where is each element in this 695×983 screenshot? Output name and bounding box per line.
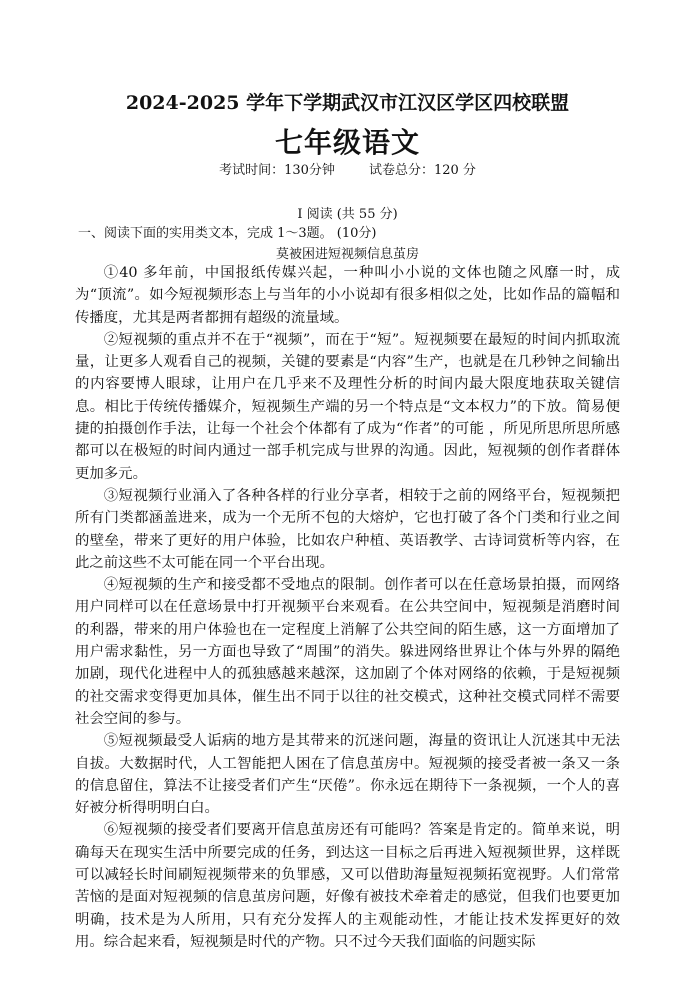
article-body — [75, 262, 620, 953]
exam-time: 考试时间：130分钟 — [219, 163, 335, 178]
paragraph-3: ③短视频行业涌入了各种各样的行业分享者，相较于之前的网络平台，短视频把所有门类都涵盖进来，成为一个无所不包的大熔炉，它也打破了各个门类和行业之间的壁垒，带来了更好的用户体验，比如农户种植、英语教学、古诗词赏析等内容，在此之前这些不太可能在同一个平台出现。 — [75, 487, 620, 571]
article-title: 莫被困进短视频信息茧房 — [275, 247, 419, 262]
paragraph-1: ①40 多年前，中国报纸传媒兴起，一种叫小小说的文体也随之风靡一时，成为“顶流”。如今短视频形态上与当年的小小说却有很多相似之处，比如作品的篇幅和传播度，尤其是两者都拥有超级的流量域。 — [75, 265, 620, 326]
paragraph-2: ②短视频的重点并不在于“视频”，而在于“短”。短视频要在最短的时间内抓取流量，让更多人观看自己的视频，关键的要素是“内容”生产，也就是在几秒钟之间输出的内容要博人眼球，让用户在几乎来不及理性分析的时间内最大限度地获取关键信息。相比于传统传播媒介，短视频生产端的另一个特点是“文本权力”的下放。简易便捷的拍摄创作手法，让每一个社会个体都有了成为“作者”的可能 ，所见所思所思所感都可以在极短的时间内通过一部手机完成与世界的沟通。因此，短视频的创作者群体更加多元。 — [75, 331, 620, 482]
section-heading: I 阅读 (共 55 分) — [297, 207, 398, 222]
paragraph-4: ④短视频的生产和接受都不受地点的限制。创作者可以在任意场景拍摄，而网络用户同样可以在任意场景中打开视频平台来观看。在公共空间中，短视频是消磨时间的利器，带来的用户体验也在一定程度上消解了公共空间的陌生感，这一方面增加了用户需求黏性，另一方面也导致了“周围”的消失。躲进网络世界让个体与外界的隔绝加剧，现代化进程中人的孤独感越来越深，这加剧了个体对网络的依赖，于是短视频的社交需求变得更加具体，催生出不同于以往的社交模式，这种社交模式同样不需要社会空间的参与。 — [75, 577, 620, 727]
paragraph-6: ⑥短视频的接受者们要离开信息茧房还有可能吗？答案是肯定的。简单来说，明确每天在现实生活中所要完成的任务，到达这一目标之后再进入短视频世界，这样既可以减轻长时间刷短视频带来的负罪感，又可以借助海量短视频拓宽视野。人们常常苦恼的是面对短视频的信息茧房问题，好像有被技术牵着走的感觉，但我们也要更加明确，技术是为人所用，只有充分发挥人的主观能动性，才能让技术发挥更好的效用。综合起来看，短视频是时代的产物。只不过今天我们面临的问题实际 — [75, 822, 620, 950]
exam-title: 2024-2025 学年下学期武汉市江汉区学区四校联盟 — [125, 92, 570, 114]
question-instruction: 一、阅读下面的实用类文本，完成 1～3题。 (10分) — [78, 226, 377, 241]
total-score: 试卷总分：120 分 — [368, 163, 476, 178]
exam-info — [0, 159, 695, 178]
subject-title: 七年级语文 — [274, 126, 420, 159]
paragraph-5: ⑤短视频最受人诟病的地方是其带来的沉迷问题，海量的资讯让人沉迷其中无法自拔。大数据时代，人工智能把人困在了信息茧房中。短视频的接受者被一条又一条的信息留住，算法不让接受者们产生“厌倦”。你永远在期待下一条视频，一个人的喜好被分析得明明白白。 — [75, 733, 620, 817]
